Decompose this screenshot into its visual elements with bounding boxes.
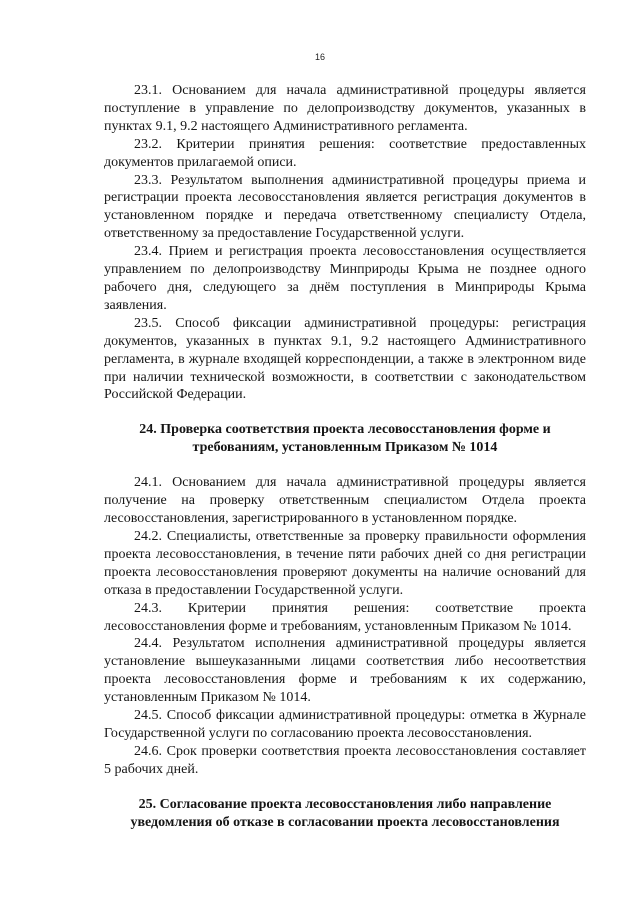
paragraph-24-2: 24.2. Специалисты, ответственные за проверку правильности оформления проекта лесовосстановления, в течение пяти рабочих дней со дня регистрации проекта лесовосстановления проверяют документы на наличие оснований для отказа в предоставлении Государственной услуги.	[104, 529, 586, 598]
paragraph-24-3: 24.3. Критерии принятия решения: соответствие проекта лесовосстановления форме и требованиям, установленным Приказом № 1014.	[104, 600, 586, 634]
paragraph-24-4: 24.4. Результатом исполнения административной процедуры является установление вышеуказанными лицами соответствия либо несоответствия проекта лесовосстановления форме и требованиям к их содержанию, установленным Приказом № 1014.	[104, 636, 586, 706]
paragraph-24-5: 24.5. Способ фиксации административной процедуры: отметка в Журнале Государственной услуги по согласованию проекта лесовосстановления.	[104, 708, 586, 741]
paragraph-23-2: 23.2. Критерии принятия решения: соответствие предоставленных документов прилагаемой описи.	[104, 136, 586, 170]
section-25-heading: 25. Согласование проекта лесовосстановления либо направление уведомления об отказе в согласовании проекта лесовосстановления	[130, 796, 560, 830]
page-number: 16	[314, 52, 325, 62]
paragraph-23-1: 23.1. Основанием для начала административной процедуры является поступление в управление по делопроизводству документов, указанных в пунктах 9.1, 9.2 настоящего Административного регламента.	[104, 83, 586, 134]
paragraph-24-1: 24.1. Основанием для начала административной процедуры является получение на проверку ответственным специалистом Отдела проекта лесовосстановления, зарегистрированного в установленном порядке.	[104, 475, 586, 527]
paragraph-23-5: 23.5. Способ фиксации административной процедуры: регистрация документов, указанных в пунктах 9.1, 9.2 настоящего Административного регламента, в журнале входящей корреспонденции, а также в электронном виде при наличии технической возможности, в соответствии с законодательством Российской Федерации.	[104, 315, 586, 403]
section-24-heading: 24. Проверка соответствия проекта лесовосстановления форме и требованиям, установленным Приказом № 1014	[139, 422, 551, 456]
paragraph-23-3: 23.3. Результатом выполнения административной процедуры приема и регистрации проекта лесовосстановления является регистрация документов в установленном порядке и передача ответственному специалисту Отдела, ответственному за предоставление Государственной услуги.	[104, 172, 586, 242]
document-body	[104, 82, 586, 832]
paragraph-23-4: 23.4. Прием и регистрация проекта лесовосстановления осуществляется управлением по делопроизводству Минприроды Крыма не позднее одного рабочего дня, следующего за днём поступления в Минприроды Крыма заявления.	[104, 244, 586, 313]
paragraph-24-6: 24.6. Срок проверки соответствия проекта лесовосстановления составляет 5 рабочих дней.	[104, 743, 586, 777]
